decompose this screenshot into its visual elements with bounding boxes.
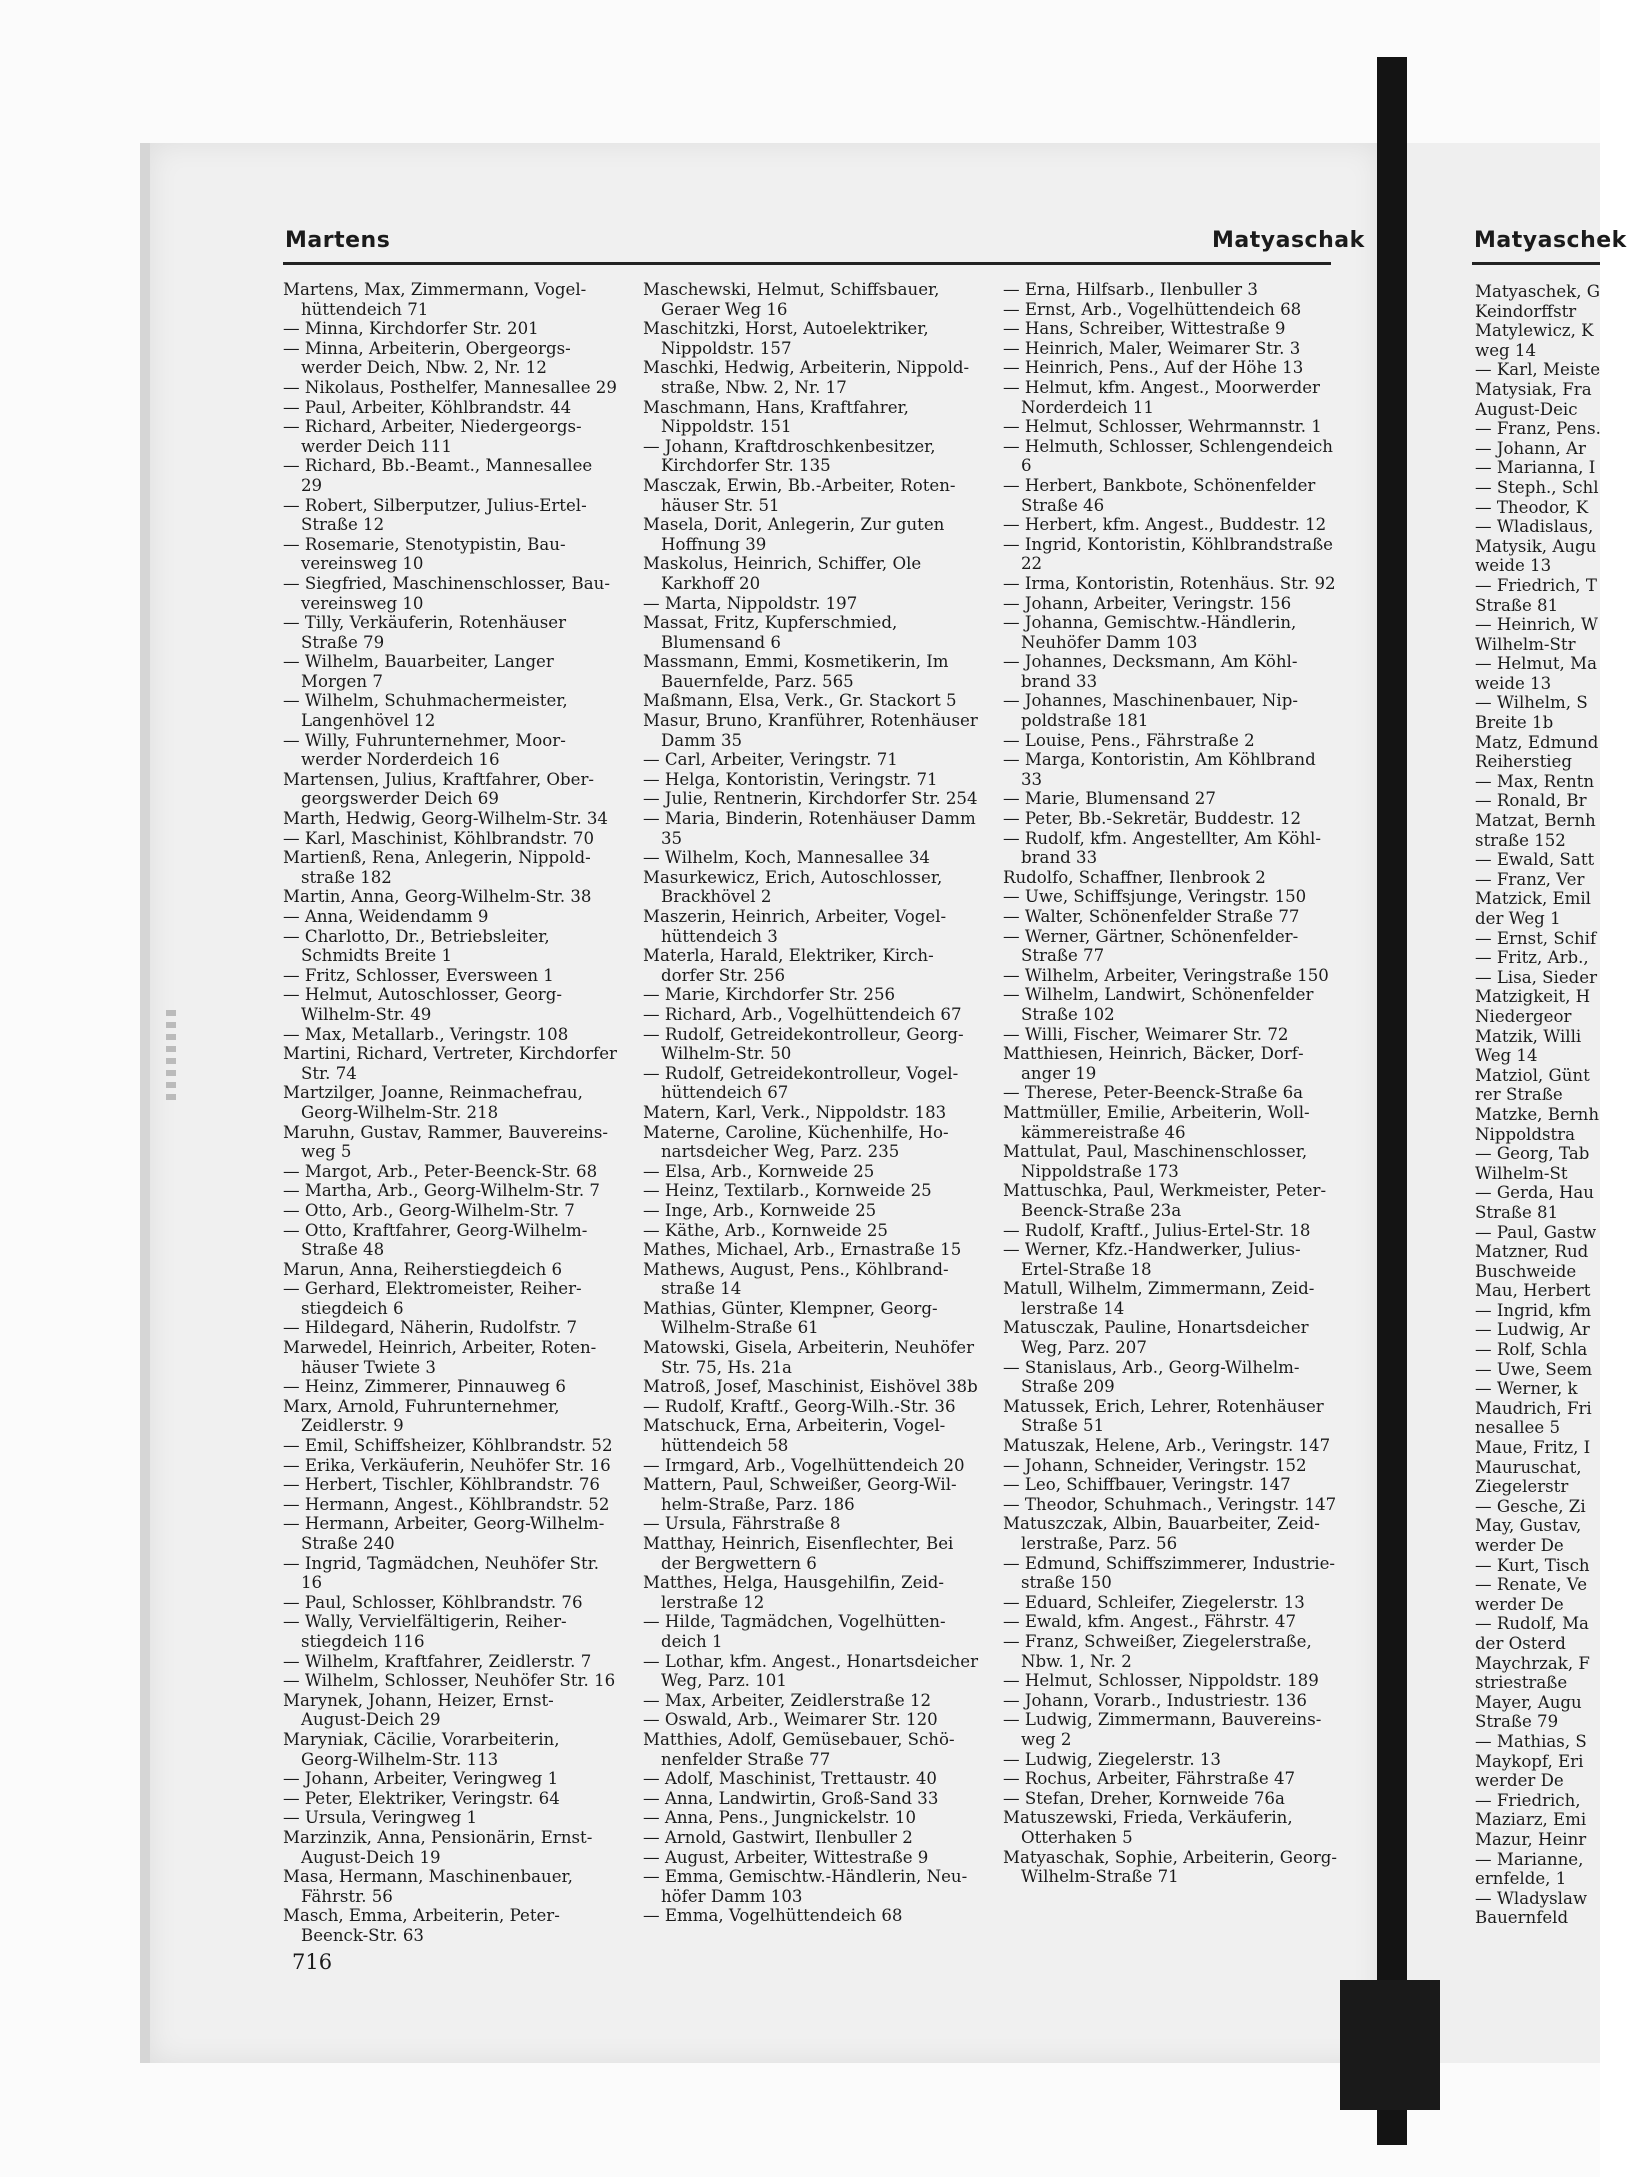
directory-entry: — Helga, Kontoristin, Veringstr. 71 (643, 769, 938, 789)
directory-entry: — Richard, Bb.-Beamt., Mannesallee 29 (283, 456, 593, 495)
directory-entry-fragment: — Ernst, Schif (1475, 928, 1597, 948)
directory-entry: — Charlotto, Dr., Betriebsleiter, Schmidts Breite 1 (283, 926, 550, 966)
directory-entry: Maschki, Hedwig, Arbeiterin, Nippoldstraße, Nbw. 2, Nr. 17 (643, 358, 970, 397)
directory-entry: — Richard, Arb., Vogelhüttendeich 67 (643, 1004, 962, 1024)
directory-entry-fragment: Breite 1b (1475, 713, 1554, 733)
directory-entry: — Nikolaus, Posthelfer, Mannesallee 29 (283, 377, 617, 397)
directory-entry: Martensen, Julius, Kraftfahrer, Obergeorgswerder Deich 69 (283, 769, 595, 809)
directory-entry-fragment: — Paul, Gastw (1475, 1222, 1597, 1242)
directory-entry: Martzilger, Joanne, Reinmachefrau, Georg-Wilhelm-Str. 218 (283, 1083, 583, 1122)
directory-entry: Mattmüller, Emilie, Arbeiterin, Wollkämmereistraße 46 (1003, 1102, 1310, 1142)
directory-entry: Maschmann, Hans, Kraftfahrer, Nippoldstr. 151 (643, 397, 909, 437)
directory-entry: — Therese, Peter-Beenck-Straße 6a (1003, 1083, 1304, 1103)
directory-entry: Mathias, Günter, Klempner, Georg-Wilhelm-Straße 61 (643, 1298, 938, 1338)
directory-entry-fragment: Mayer, Augu (1475, 1692, 1582, 1712)
directory-entry-fragment: — Marianne, (1475, 1849, 1584, 1869)
directory-entry: — Käthe, Arb., Kornweide 25 (643, 1220, 888, 1240)
directory-entry-fragment: Bauernfeld (1475, 1908, 1569, 1928)
directory-entry-fragment: werder De (1475, 1594, 1564, 1614)
directory-entry: Matuszewski, Frieda, Verkäuferin, Otterhaken 5 (1003, 1808, 1293, 1847)
directory-entry-fragment: — Mathias, S (1475, 1731, 1587, 1751)
directory-entry: — Uwe, Schiffsjunge, Veringstr. 150 (1003, 887, 1307, 907)
directory-entry: — Wilhelm, Landwirt, Schönenfelder Straße 102 (1003, 985, 1314, 1024)
directory-entry-fragment: Weg 14 (1475, 1046, 1538, 1066)
directory-entry-fragment: Matzik, Willi (1475, 1026, 1582, 1046)
directory-entry: — Rochus, Arbeiter, Fährstraße 47 (1003, 1769, 1296, 1789)
directory-entry: Matern, Karl, Verk., Nippoldstr. 183 (643, 1102, 947, 1122)
margin-stamp (166, 1010, 176, 1100)
directory-entry: — Robert, Silberputzer, Julius-Ertel-Straße 12 (283, 495, 587, 535)
directory-entry: Masela, Dorit, Anlegerin, Zur guten Hoffnung 39 (643, 515, 945, 554)
directory-entry: — Emma, Vogelhüttendeich 68 (643, 1906, 903, 1926)
directory-entry-fragment: Ziegelerstr (1475, 1477, 1569, 1497)
directory-entry: — Siegfried, Maschinenschlosser, Bauvereinsweg 10 (283, 573, 610, 613)
directory-entry-fragment: — Heinrich, W (1475, 615, 1598, 635)
directory-entry: Matusczak, Pauline, Honartsdeicher Weg, Parz. 207 (1003, 1318, 1309, 1358)
directory-entry: Matthiesen, Heinrich, Bäcker, Dorfanger 19 (1003, 1044, 1304, 1083)
directory-entry: — Rudolf, Kraftf., Georg-Wilh.-Str. 36 (643, 1396, 956, 1416)
directory-entry: — Johann, Vorarb., Industriestr. 136 (1003, 1690, 1307, 1710)
directory-entry: Mattuschka, Paul, Werkmeister, Peter-Beenck-Straße 23a (1003, 1181, 1327, 1220)
directory-entry-fragment: — Rudolf, Ma (1475, 1614, 1589, 1634)
directory-entry: Mathews, August, Pens., Köhlbrandstraße 14 (643, 1259, 949, 1299)
directory-entry: — Gerhard, Elektromeister, Reiherstiegdeich 6 (283, 1279, 582, 1318)
directory-entry: — Ingrid, Tagmädchen, Neuhöfer Str. 16 (283, 1553, 600, 1593)
directory-entry: Rudolfo, Schaffner, Ilenbrook 2 (1003, 867, 1266, 887)
directory-entry: — Wilhelm, Kraftfahrer, Zeidlerstr. 7 (283, 1651, 592, 1671)
directory-entry-fragment: — Wilhelm, S (1475, 693, 1588, 713)
directory-entry: — Heinrich, Maler, Weimarer Str. 3 (1003, 338, 1301, 358)
directory-entry: — Arnold, Gastwirt, Ilenbuller 2 (643, 1827, 913, 1847)
directory-entry: — Rosemarie, Stenotypistin, Bauvereinsweg 10 (283, 534, 566, 574)
directory-entry: Masa, Hermann, Maschinenbauer, Fährstr. 56 (283, 1867, 573, 1906)
directory-entry: — Irmgard, Arb., Vogelhüttendeich 20 (643, 1455, 965, 1475)
directory-entry: — Wilhelm, Bauarbeiter, Langer Morgen 7 (283, 652, 554, 691)
next-page-column-fragment (1475, 282, 1600, 1928)
directory-entry-fragment: — Ingrid, kfm (1475, 1300, 1592, 1320)
directory-entry-fragment: Straße 79 (1475, 1712, 1559, 1732)
directory-entry-fragment: — Marianna, I (1475, 458, 1596, 478)
directory-entry-fragment: — Kurt, Tisch (1475, 1555, 1590, 1575)
directory-entry-fragment: Matzke, Bernh (1475, 1104, 1600, 1124)
directory-entry-fragment: Reiherstieg (1475, 752, 1572, 772)
directory-entry: Maßmann, Elsa, Verk., Gr. Stackort 5 (643, 691, 957, 711)
directory-entry: — Peter, Bb.-Sekretär, Buddestr. 12 (1003, 809, 1302, 829)
directory-entry: — Hilde, Tagmädchen, Vogelhüttendeich 1 (643, 1612, 946, 1651)
running-header-left: Martens (285, 228, 391, 253)
directory-entry: — Heinz, Textilarb., Kornweide 25 (643, 1181, 932, 1201)
directory-entry-fragment: Matz, Edmund (1475, 732, 1599, 752)
directory-entry: — Johanna, Gemischtw.-Händlerin, Neuhöfer Damm 103 (1003, 613, 1297, 652)
directory-entry: — Peter, Elektriker, Veringstr. 64 (283, 1788, 560, 1808)
directory-entry-fragment: — Wladyslaw (1475, 1888, 1588, 1908)
directory-entry: — Anna, Landwirtin, Groß-Sand 33 (643, 1788, 939, 1808)
directory-entry-fragment: Straße 81 (1475, 1202, 1559, 1222)
directory-entry-fragment: werder De (1475, 1536, 1564, 1555)
directory-entry: — Ludwig, Zimmermann, Bauvereinsweg 2 (1003, 1710, 1322, 1749)
directory-entry: — Ingrid, Kontoristin, Köhlbrandstraße 22 (1003, 534, 1334, 574)
directory-entry: — Emil, Schiffsheizer, Köhlbrandstr. 52 (283, 1436, 613, 1456)
directory-entry-fragment: Niedergeor (1475, 1006, 1572, 1026)
directory-entry: — Hermann, Angest., Köhlbrandstr. 52 (283, 1494, 610, 1514)
directory-entry-fragment: Matysik, Augu (1475, 536, 1597, 556)
directory-entry-fragment: — Fritz, Arb., (1475, 948, 1589, 968)
binding-clip (1340, 1980, 1440, 2110)
directory-entry: — August, Arbeiter, Wittestraße 9 (643, 1847, 929, 1867)
directory-entry-fragment: Maychrzak, F (1475, 1653, 1590, 1673)
directory-entry: Marzinzik, Anna, Pensionärin, Ernst-August-Deich 19 (283, 1827, 593, 1867)
directory-entry: Matschuck, Erna, Arbeiterin, Vogelhüttendeich 58 (643, 1416, 946, 1456)
directory-entry: — Stanislaus, Arb., Georg-Wilhelm-Straße 209 (1003, 1357, 1300, 1397)
directory-entry: — Otto, Arb., Georg-Wilhelm-Str. 7 (283, 1200, 575, 1220)
directory-entry: — Karl, Maschinist, Köhlbrandstr. 70 (283, 828, 595, 848)
directory-entry-fragment: — Georg, Tab (1475, 1144, 1590, 1164)
directory-entry-fragment: May, Gustav, (1475, 1516, 1582, 1536)
directory-entry-fragment: weide 13 (1475, 673, 1552, 693)
directory-entry: — Helmut, Schlosser, Wehrmannstr. 1 (1003, 417, 1322, 437)
directory-entry-fragment: der Weg 1 (1475, 909, 1561, 928)
directory-entry: — Wilhelm, Arbeiter, Veringstraße 150 (1003, 965, 1329, 985)
directory-entry: — Herbert, Tischler, Köhlbrandstr. 76 (283, 1475, 600, 1495)
directory-entry: Marwedel, Heinrich, Arbeiter, Rotenhäuser Twiete 3 (283, 1338, 597, 1377)
directory-entry-fragment: — Johann, Ar (1475, 438, 1586, 458)
directory-entry-fragment: — Rolf, Schla (1475, 1340, 1588, 1360)
directory-entry: — Helmut, Schlosser, Nippoldstr. 189 (1003, 1671, 1319, 1691)
directory-entry-fragment: der Osterd (1475, 1633, 1566, 1653)
directory-entry-fragment: Buschweide (1475, 1261, 1577, 1281)
directory-entry: Maschewski, Helmut, Schiffsbauer, Geraer Weg 16 (643, 280, 940, 319)
directory-entry: — Minna, Arbeiterin, Obergeorgswerder Deich, Nbw. 2, Nr. 12 (283, 338, 571, 378)
directory-entry-fragment: Maykopf, Eri (1475, 1751, 1584, 1771)
directory-entry: Mattern, Paul, Schweißer, Georg-Wilhelm-Straße, Parz. 186 (643, 1475, 957, 1514)
directory-entry: — Otto, Kraftfahrer, Georg-Wilhelm-Straße 48 (283, 1220, 588, 1260)
directory-entry-fragment: Wilhelm-St (1475, 1163, 1568, 1183)
directory-entry-fragment: werder De (1475, 1771, 1564, 1791)
directory-entry-fragment: nesallee 5 (1475, 1418, 1561, 1438)
directory-entry-fragment: — Lisa, Sieder (1475, 967, 1598, 987)
directory-entry: Marun, Anna, Reiherstiegdeich 6 (283, 1259, 563, 1279)
directory-entry-fragment: — Friedrich, T (1475, 575, 1597, 595)
directory-entry: — Helmuth, Schlosser, Schlengendeich 6 (1003, 436, 1333, 476)
directory-entry: — Hans, Schreiber, Wittestraße 9 (1003, 319, 1286, 339)
directory-entry: — Johann, Kraftdroschkenbesitzer, Kirchdorfer Str. 135 (643, 436, 936, 476)
directory-entry: — Anna, Pens., Jungnickelstr. 10 (643, 1808, 917, 1828)
directory-entry: — Helmut, Autoschlosser, Georg-Wilhelm-Str. 49 (283, 985, 562, 1024)
directory-entry: — Theodor, Schuhmach., Veringstr. 147 (1003, 1494, 1337, 1514)
directory-entry-fragment: Maziarz, Emi (1475, 1810, 1587, 1830)
directory-entry: Matthay, Heinrich, Eisenflechter, Bei der Bergwettern 6 (643, 1534, 954, 1573)
directory-entry-fragment: Matziol, Günt (1475, 1065, 1590, 1085)
directory-entry: — Martha, Arb., Georg-Wilhelm-Str. 7 (283, 1181, 600, 1201)
directory-entry: — Adolf, Maschinist, Trettaustr. 40 (643, 1769, 937, 1789)
directory-entry: — Johannes, Maschinenbauer, Nippoldstraße 181 (1003, 691, 1298, 731)
directory-entry: Matuszczak, Albin, Bauarbeiter, Zeidlerstraße, Parz. 56 (1003, 1514, 1320, 1553)
directory-entry-fragment: Matzigkeit, H (1475, 987, 1591, 1007)
directory-entry: — Ursula, Veringweg 1 (283, 1808, 478, 1828)
directory-entry: — Werner, Gärtner, SchönenfelderStraße 77 (1003, 926, 1299, 966)
directory-entry: — Marga, Kontoristin, Am Köhlbrand 33 (1003, 750, 1316, 789)
directory-entry-fragment: weide 13 (1475, 556, 1552, 576)
directory-entry: — Marie, Kirchdorfer Str. 256 (643, 985, 896, 1005)
directory-entry: — Margot, Arb., Peter-Beenck-Str. 68 (283, 1161, 598, 1181)
directory-entry: Matull, Wilhelm, Zimmermann, Zeidlerstraße 14 (1003, 1279, 1315, 1318)
directory-entry-fragment: ernfelde, 1 (1475, 1869, 1567, 1889)
directory-entry: — Richard, Arbeiter, Niedergeorgswerder Deich 111 (283, 417, 582, 456)
running-header-right: Matyaschak (1212, 228, 1365, 253)
directory-entry: — Anna, Weidendamm 9 (283, 907, 489, 926)
header-rule (283, 262, 1331, 265)
directory-entry: Maruhn, Gustav, Rammer, Bauvereinsweg 5 (283, 1122, 608, 1162)
directory-entry: — Leo, Schiffbauer, Veringstr. 147 (1003, 1475, 1291, 1495)
directory-entry: Maszerin, Heinrich, Arbeiter, Vogelhüttendeich 3 (643, 907, 947, 946)
directory-entry-fragment: Nippoldstra (1475, 1124, 1576, 1144)
directory-entry: — Johann, Arbeiter, Veringstr. 156 (1003, 593, 1292, 613)
directory-entry-fragment: — Gerda, Hau (1475, 1183, 1594, 1203)
directory-entry-fragment: Matyaschek, G (1475, 282, 1600, 301)
directory-entry: — Rudolf, Getreidekontrolleur, Georg-Wilhelm-Str. 50 (643, 1024, 964, 1064)
directory-entry: — Fritz, Schlosser, Eversween 1 (283, 965, 554, 985)
directory-entry: — Ursula, Fährstraße 8 (643, 1514, 841, 1534)
directory-entry: — Irma, Kontoristin, Rotenhäus. Str. 92 (1003, 573, 1336, 593)
directory-entry: Matroß, Josef, Maschinist, Eishövel 38b (643, 1377, 978, 1397)
directory-entry: — Marta, Nippoldstr. 197 (643, 593, 858, 613)
directory-entry: — Werner, Kfz.-Handwerker, Julius-Ertel-Straße 18 (1003, 1240, 1301, 1279)
directory-entry-fragment: — Renate, Ve (1475, 1575, 1588, 1595)
directory-entry-fragment: — Theodor, K (1475, 497, 1589, 517)
directory-entry: Martienß, Rena, Anlegerin, Nippoldstraße 182 (283, 848, 591, 887)
directory-entry-fragment: striestraße (1475, 1673, 1568, 1693)
directory-entry: — Herbert, kfm. Angest., Buddestr. 12 (1003, 515, 1327, 535)
directory-entry: Masur, Bruno, Kranführer, Rotenhäuser Damm 35 (643, 711, 978, 750)
directory-entry: — Rudolf, Kraftf., Julius-Ertel-Str. 18 (1003, 1220, 1311, 1240)
directory-entry: — Helmut, kfm. Angest., Moorwerder Norderdeich 11 (1003, 377, 1320, 417)
directory-entry: — Elsa, Arb., Kornweide 25 (643, 1161, 875, 1181)
directory-entry-fragment: — Wladislaus, (1475, 517, 1594, 537)
directory-entry-fragment: — Gesche, Zi (1475, 1496, 1586, 1516)
directory-entry: Matussek, Erich, Lehrer, Rotenhäuser Straße 51 (1003, 1396, 1324, 1436)
directory-entry: — Ewald, kfm. Angest., Fährstr. 47 (1003, 1612, 1297, 1632)
directory-entry: Masurkewicz, Erich, Autoschlosser, Brackhövel 2 (643, 867, 943, 907)
directory-entry: — Rudolf, Getreidekontrolleur, Vogelhüttendeich 67 (643, 1063, 959, 1103)
directory-column-2 (643, 280, 979, 1926)
directory-entry-fragment: Straße 81 (1475, 595, 1559, 615)
directory-entry: Mattulat, Paul, Maschinenschlosser, Nippoldstraße 173 (1003, 1142, 1308, 1181)
directory-entry: — Franz, Schweißer, Ziegelerstraße, Nbw. 1, Nr. 2 (1003, 1631, 1312, 1671)
directory-entry: — Willy, Fuhrunternehmer, Moorwerder Norderdeich 16 (283, 730, 566, 770)
directory-entry-fragment: straße 152 (1475, 830, 1566, 850)
directory-entry: Matyaschak, Sophie, Arbeiterin, Georg-Wilhelm-Straße 71 (1003, 1847, 1338, 1887)
directory-entry: — Johann, Arbeiter, Veringweg 1 (283, 1769, 559, 1789)
directory-entry-fragment: rer Straße (1475, 1085, 1563, 1105)
directory-entry: Mathes, Michael, Arb., Ernastraße 15 (643, 1240, 962, 1260)
directory-entry-fragment: Wilhelm-Str (1475, 634, 1576, 654)
directory-entry: Martens, Max, Zimmermann, Vogelhüttendeich 71 (283, 280, 587, 319)
directory-entry-fragment: Maudrich, Fri (1475, 1398, 1592, 1418)
directory-entry-fragment: Mauruschat, (1475, 1457, 1582, 1477)
directory-entry-fragment: — Steph., Schl (1475, 477, 1599, 497)
page-number: 716 (292, 1950, 333, 1974)
book-gutter (1377, 57, 1407, 2145)
directory-entry-fragment: — Max, Rentn (1475, 771, 1595, 791)
directory-entry-fragment: Matzick, Emil (1475, 889, 1591, 909)
directory-entry: — Stefan, Dreher, Kornweide 76a (1003, 1788, 1285, 1808)
header-rule-next-page (1472, 262, 1600, 265)
directory-entry: Materne, Caroline, Küchenhilfe, Honartsdeicher Weg, Parz. 235 (643, 1122, 949, 1162)
directory-entry: Maryniak, Cäcilie, Vorarbeiterin, Georg-Wilhelm-Str. 113 (283, 1729, 560, 1769)
directory-entry: Matthes, Helga, Hausgehilfin, Zeidlerstraße 12 (643, 1573, 944, 1612)
directory-entry: — Johannes, Decksmann, Am Köhlbrand 33 (1003, 652, 1298, 691)
directory-entry: — Paul, Arbeiter, Köhlbrandstr. 44 (283, 397, 572, 417)
directory-entry: — Paul, Schlosser, Köhlbrandstr. 76 (283, 1592, 583, 1612)
directory-entry: Massmann, Emmi, Kosmetikerin, Im Bauernfelde, Parz. 565 (643, 652, 949, 691)
directory-entry: — Minna, Kirchdorfer Str. 201 (283, 319, 539, 339)
directory-entry-fragment: Matzat, Bernh (1475, 811, 1596, 831)
running-header-next-page: Matyaschek (1474, 228, 1627, 253)
directory-entry: — Inge, Arb., Kornweide 25 (643, 1200, 877, 1220)
directory-entry: — Ludwig, Ziegelerstr. 13 (1003, 1749, 1221, 1769)
directory-entry: — Heinz, Zimmerer, Pinnauweg 6 (283, 1377, 566, 1397)
directory-entry: — Johann, Schneider, Veringstr. 152 (1003, 1455, 1307, 1475)
directory-entry: — Julie, Rentnerin, Kirchdorfer Str. 254 (643, 789, 978, 809)
directory-entry: Marx, Arnold, Fuhrunternehmer, Zeidlerstr. 9 (283, 1396, 560, 1436)
directory-entry-fragment: — Karl, Meiste (1475, 360, 1601, 380)
directory-entry: — Carl, Arbeiter, Veringstr. 71 (643, 750, 898, 770)
directory-entry-fragment: Mazur, Heinr (1475, 1829, 1587, 1849)
directory-entry: Marynek, Johann, Heizer, Ernst-August-Deich 29 (283, 1690, 554, 1730)
directory-entry-fragment: Keindorffstr (1475, 301, 1577, 321)
directory-entry: — Marie, Blumensand 27 (1003, 789, 1216, 809)
directory-entry: — Louise, Pens., Fährstraße 2 (1003, 730, 1255, 750)
directory-entry: — Hildegard, Näherin, Rudolfstr. 7 (283, 1318, 578, 1338)
directory-entry: Masczak, Erwin, Bb.-Arbeiter, Rotenhäuser Str. 51 (643, 475, 956, 515)
directory-column-1 (283, 280, 618, 1945)
directory-entry: — Emma, Gemischtw.-Händlerin, Neuhöfer Damm 103 (643, 1867, 968, 1906)
directory-entry: — Wally, Vervielfältigerin, Reiherstiegdeich 116 (283, 1612, 567, 1651)
directory-entry-fragment: — Franz, Ver (1475, 869, 1585, 889)
directory-entry: — Walter, Schönenfelder Straße 77 (1003, 907, 1300, 926)
directory-entry-fragment: — Uwe, Seem (1475, 1359, 1593, 1379)
directory-entry: — Ernst, Arb., Vogelhüttendeich 68 (1003, 299, 1302, 319)
directory-entry-fragment: — Ewald, Satt (1475, 850, 1595, 870)
directory-entry: — Oswald, Arb., Weimarer Str. 120 (643, 1710, 938, 1730)
directory-entry-fragment: — Franz, Pens. (1475, 419, 1601, 439)
directory-entry-fragment: — Ludwig, Ar (1475, 1320, 1590, 1340)
directory-entry: — Erika, Verkäuferin, Neuhöfer Str. 16 (283, 1455, 611, 1475)
directory-entry: — Erna, Hilfsarb., Ilenbuller 3 (1003, 280, 1258, 299)
directory-entry: — Herbert, Bankbote, Schönenfelder Straße 46 (1003, 475, 1316, 515)
directory-entry: Maskolus, Heinrich, Schiffer, Ole Karkhoff 20 (643, 554, 922, 593)
directory-entry: — Hermann, Arbeiter, Georg-Wilhelm-Straße 240 (283, 1514, 605, 1553)
directory-entry: — Edmund, Schiffszimmerer, Industriestraße 150 (1003, 1553, 1335, 1593)
directory-entry: Martin, Anna, Georg-Wilhelm-Str. 38 (283, 887, 592, 907)
directory-entry: Marth, Hedwig, Georg-Wilhelm-Str. 34 (283, 809, 608, 829)
directory-entry: — Eduard, Schleifer, Ziegelerstr. 13 (1003, 1592, 1305, 1612)
directory-entry: — Heinrich, Pens., Auf der Höhe 13 (1003, 358, 1304, 378)
directory-entry-fragment: — Friedrich, (1475, 1790, 1581, 1810)
directory-column-3 (1003, 280, 1339, 1887)
directory-entry-fragment: — Ronald, Br (1475, 791, 1587, 811)
directory-entry-fragment: Maue, Fritz, I (1475, 1438, 1591, 1458)
directory-entry: — Max, Arbeiter, Zeidlerstraße 12 (643, 1690, 932, 1710)
directory-entry: — Wilhelm, Schuhmachermeister, Langenhövel 12 (283, 691, 568, 731)
directory-entry-fragment: Matylewicz, K (1475, 321, 1594, 341)
directory-entry: — Willi, Fischer, Weimarer Str. 72 (1003, 1024, 1289, 1044)
directory-entry-fragment: August-Deic (1475, 399, 1578, 419)
directory-entry: — Maria, Binderin, Rotenhäuser Damm 35 (643, 809, 976, 848)
directory-entry-fragment: — Werner, k (1475, 1379, 1578, 1399)
directory-entry: Matuszak, Helene, Arb., Veringstr. 147 (1003, 1436, 1331, 1456)
directory-entry-fragment: weg 14 (1475, 340, 1537, 360)
directory-entry: — Lothar, kfm. Angest., Honartsdeicher Weg, Parz. 101 (643, 1651, 979, 1691)
directory-entry-fragment: Mau, Herbert (1475, 1281, 1591, 1301)
directory-entry: Matthies, Adolf, Gemüsebauer, Schönenfelder Straße 77 (643, 1729, 955, 1769)
directory-entry-fragment: Matzner, Rud (1475, 1242, 1589, 1262)
directory-entry: Massat, Fritz, Kupferschmied, Blumensand 6 (643, 613, 898, 652)
directory-entry: Masch, Emma, Arbeiterin, Peter-Beenck-Str. 63 (283, 1906, 560, 1945)
directory-entry: — Max, Metallarb., Veringstr. 108 (283, 1024, 569, 1044)
directory-entry: — Wilhelm, Schlosser, Neuhöfer Str. 16 (283, 1671, 616, 1691)
directory-entry-fragment: — Helmut, Ma (1475, 654, 1597, 674)
directory-entry: Matowski, Gisela, Arbeiterin, Neuhöfer Str. 75, Hs. 21a (643, 1338, 975, 1377)
directory-entry-fragment: Matysiak, Fra (1475, 379, 1592, 399)
directory-entry: — Wilhelm, Koch, Mannesallee 34 (643, 848, 930, 868)
directory-entry: Martini, Richard, Vertreter, Kirchdorfer Str. 74 (283, 1044, 617, 1083)
directory-entry: — Tilly, Verkäuferin, Rotenhäuser Straße 79 (283, 613, 567, 652)
directory-entry: Maschitzki, Horst, Autoelektriker, Nippoldstr. 157 (643, 319, 929, 358)
directory-entry: Materla, Harald, Elektriker, Kirchdorfer Str. 256 (643, 946, 934, 985)
directory-entry: — Rudolf, kfm. Angestellter, Am Köhlbrand 33 (1003, 828, 1321, 868)
